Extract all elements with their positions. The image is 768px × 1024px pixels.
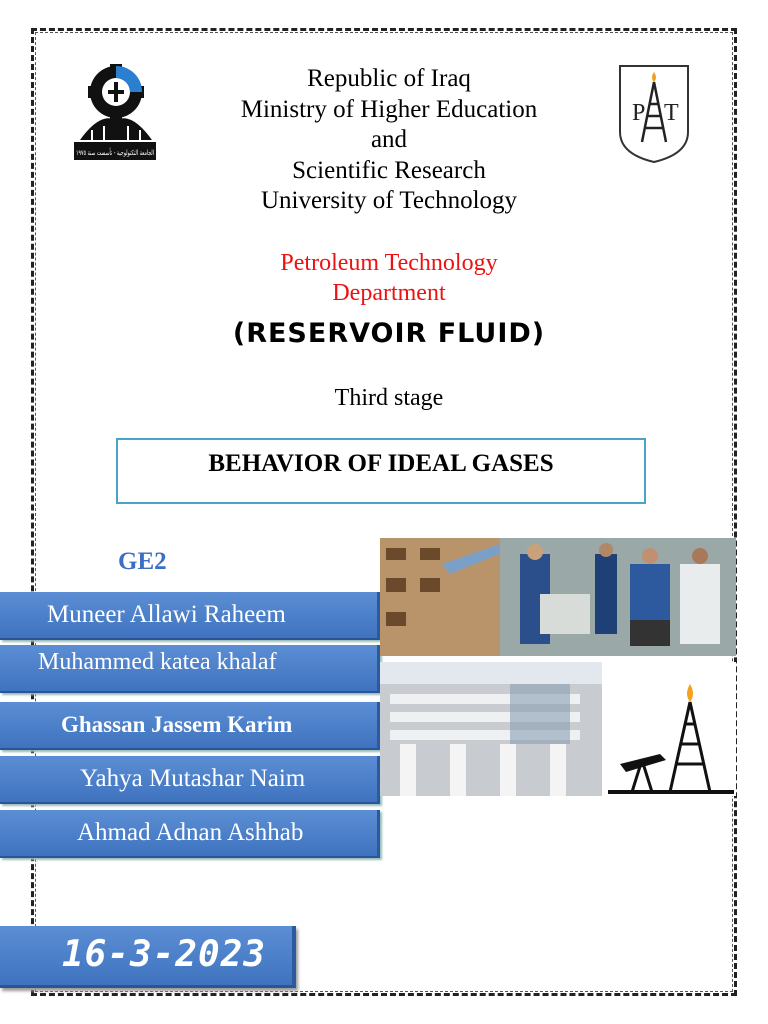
group-label: GE2 [118, 548, 167, 575]
header-line-2: Ministry of Higher Education [240, 95, 538, 123]
date-box [0, 926, 296, 988]
member-row [0, 592, 380, 640]
member-name: Yahya Mutashar Naim [80, 765, 306, 792]
workshop-photo [380, 538, 736, 656]
member-name: Ghassan Jassem Karim [61, 712, 293, 737]
oil-rig-photo [602, 662, 736, 796]
institution-header [180, 64, 598, 217]
course-title: (RESERVOIR FLUID) [232, 318, 546, 349]
member-row [0, 645, 380, 693]
member-row [0, 810, 380, 858]
svg-text:T: T [664, 100, 679, 126]
university-logo-icon [70, 62, 188, 162]
stage-label: Third stage [334, 385, 444, 411]
department-name [180, 248, 598, 308]
member-name: Ahmad Adnan Ashhab [77, 819, 304, 846]
svg-text:P: P [632, 100, 646, 126]
department-logo-icon [614, 62, 694, 164]
member-row [0, 756, 380, 804]
member-name: Muneer Allawi Raheem [47, 601, 286, 628]
member-row [0, 702, 380, 750]
header-line-5: University of Technology [260, 187, 518, 214]
member-name: Muhammed katea khalaf [38, 649, 277, 675]
report-title: BEHAVIOR OF IDEAL GASES [208, 450, 554, 477]
report-title-box [116, 438, 646, 504]
department-line-2: Department [332, 280, 446, 306]
logo-arabic-text: الجامعة التكنولوجية - تأسست سنة ١٩٧٥ [76, 149, 188, 157]
header-line-1: Republic of Iraq [307, 65, 471, 92]
department-line-1: Petroleum Technology [280, 250, 498, 276]
building-photo [380, 662, 602, 796]
report-date: 16-3-2023 [62, 934, 267, 975]
header-line-4: Scientific Research [292, 156, 486, 184]
header-line-3: and [370, 126, 408, 153]
photo-collage [380, 534, 736, 796]
